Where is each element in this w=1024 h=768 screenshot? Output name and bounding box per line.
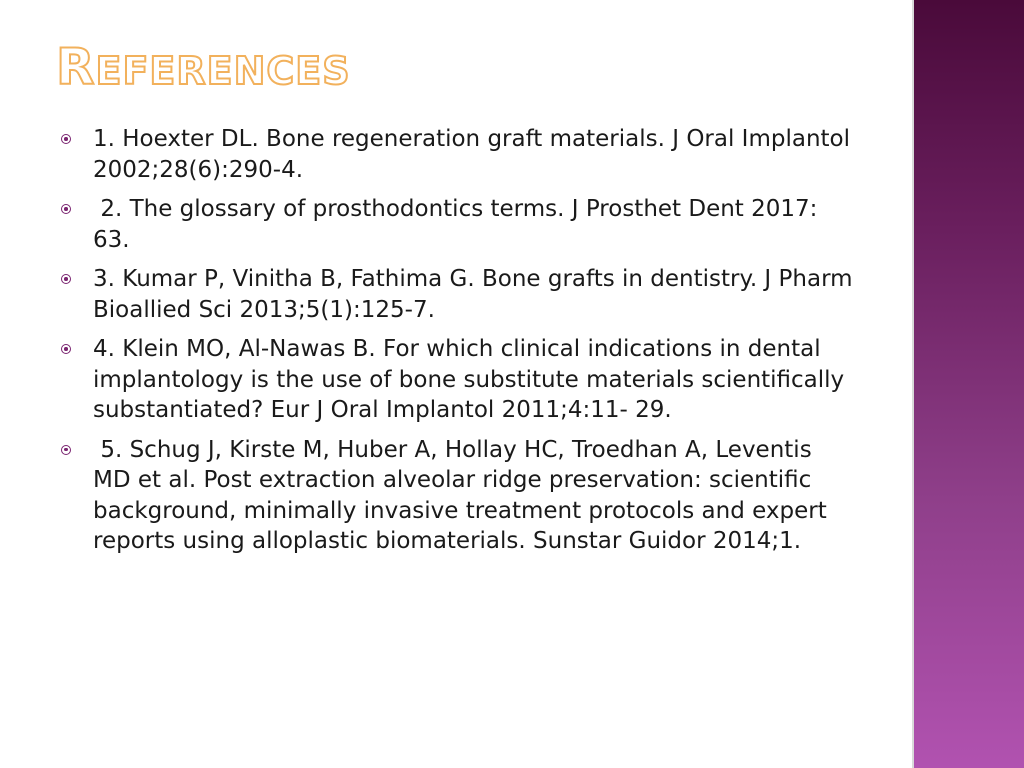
reference-item bbox=[56, 194, 856, 255]
reference-text: 3. Kumar P, Vinitha B, Fathima G. Bone grafts in dentistry. J Pharm Bioallied Sci 2013;5(1):125-7. bbox=[93, 266, 853, 323]
circle-bullet-icon bbox=[61, 274, 71, 284]
slide-title bbox=[56, 38, 351, 96]
reference-list bbox=[56, 124, 856, 566]
circle-bullet-icon bbox=[61, 344, 71, 354]
circle-bullet-icon bbox=[61, 445, 71, 455]
slide-title-initial: R bbox=[56, 38, 96, 96]
circle-bullet-icon bbox=[61, 134, 71, 144]
slide-title-rest: EFERENCES bbox=[95, 49, 351, 93]
reference-text: 2. The glossary of prosthodontics terms. J Prosthet Dent 2017: 63. bbox=[93, 196, 825, 253]
reference-item bbox=[56, 334, 856, 426]
reference-item bbox=[56, 435, 856, 557]
reference-item bbox=[56, 264, 856, 325]
decorative-side-band bbox=[912, 0, 1024, 768]
reference-text: 5. Schug J, Kirste M, Huber A, Hollay HC, Troedhan A, Leventis MD et al. Post extraction alveolar ridge preservation: scientific background, minimally invasive treatment protocols and expert reports using alloplastic biomaterials. Sunstar Guidor 2014;1. bbox=[93, 436, 835, 554]
reference-text: 4. Klein MO, Al-Nawas B. For which clinical indications in dental implantology is the use of bone substitute materials scientifically substantiated? Eur J Oral Implantol 2011;4:11- 29. bbox=[93, 336, 845, 423]
circle-bullet-icon bbox=[61, 204, 71, 214]
reference-text: 1. Hoexter DL. Bone regeneration graft materials. J Oral Implantol 2002;28(6):290-4. bbox=[93, 126, 851, 183]
reference-item bbox=[56, 124, 856, 185]
